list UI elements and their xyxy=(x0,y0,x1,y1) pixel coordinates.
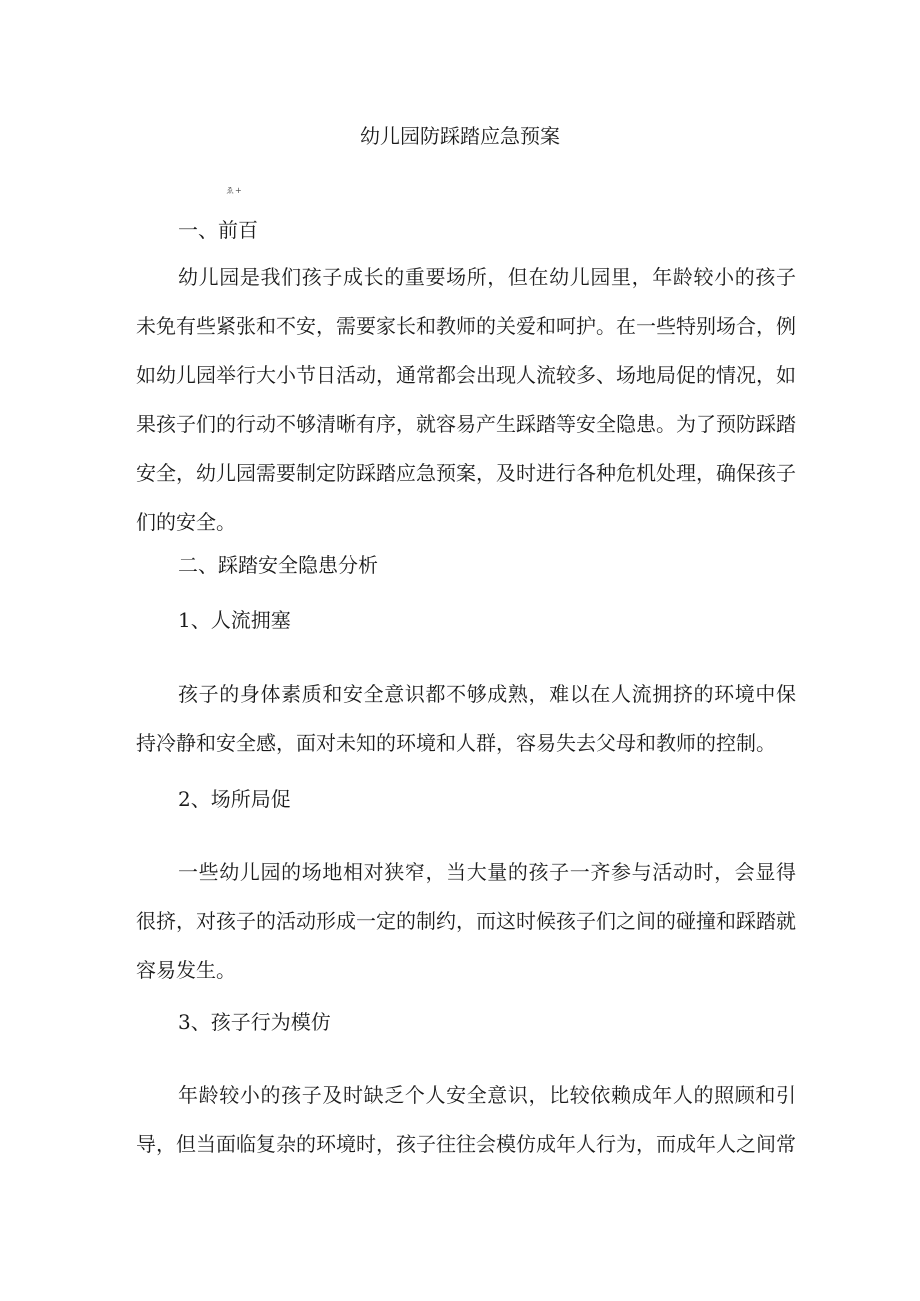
section-heading-preface: 一、前百 xyxy=(178,218,258,242)
small-mark: ゑ+ xyxy=(226,186,243,195)
document-title: 幼儿园防踩踏应急预案 xyxy=(360,124,560,148)
paragraph-imitation: 年龄较小的孩子及时缺乏个人安全意识，比较依赖成年人的照顾和引导，但当面临复杂的环境时，孩子往往会模仿成年人行为，而成年人之间常 xyxy=(136,1083,796,1156)
section-heading-analysis: 二、踩踏安全隐患分析 xyxy=(178,553,378,577)
item-heading-imitation: 3、孩子行为模仿 xyxy=(178,1010,331,1034)
paragraph-venue: 一些幼儿园的场地相对狭窄，当大量的孩子一齐参与活动时，会显得很挤，对孩子的活动形成一定的制约，而这时候孩子们之间的碰撞和踩踏就容易发生。 xyxy=(136,860,796,982)
item-heading-venue: 2、场所局促 xyxy=(178,787,291,811)
paragraph-crowd: 孩子的身体素质和安全意识都不够成熟，难以在人流拥挤的环境中保持冷静和安全感，面对未知的环境和人群，容易失去父母和教师的控制。 xyxy=(136,682,796,755)
item-heading-crowd: 1、人流拥塞 xyxy=(178,608,291,632)
paragraph-preface: 幼儿园是我们孩子成长的重要场所，但在幼儿园里，年龄较小的孩子未免有些紧张和不安，需要家长和教师的关爱和呵护。在一些特别场合，例如幼儿园举行大小节日活动，通常都会出现人流较多、场地局促的情况，如果孩子们的行动不够清晰有序，就容易产生踩踏等安全隐患。为了预防踩踏安全，幼儿园需要制定防踩踏应急预案，及时进行各种危机处理，确保孩子们的安全。 xyxy=(136,265,796,534)
